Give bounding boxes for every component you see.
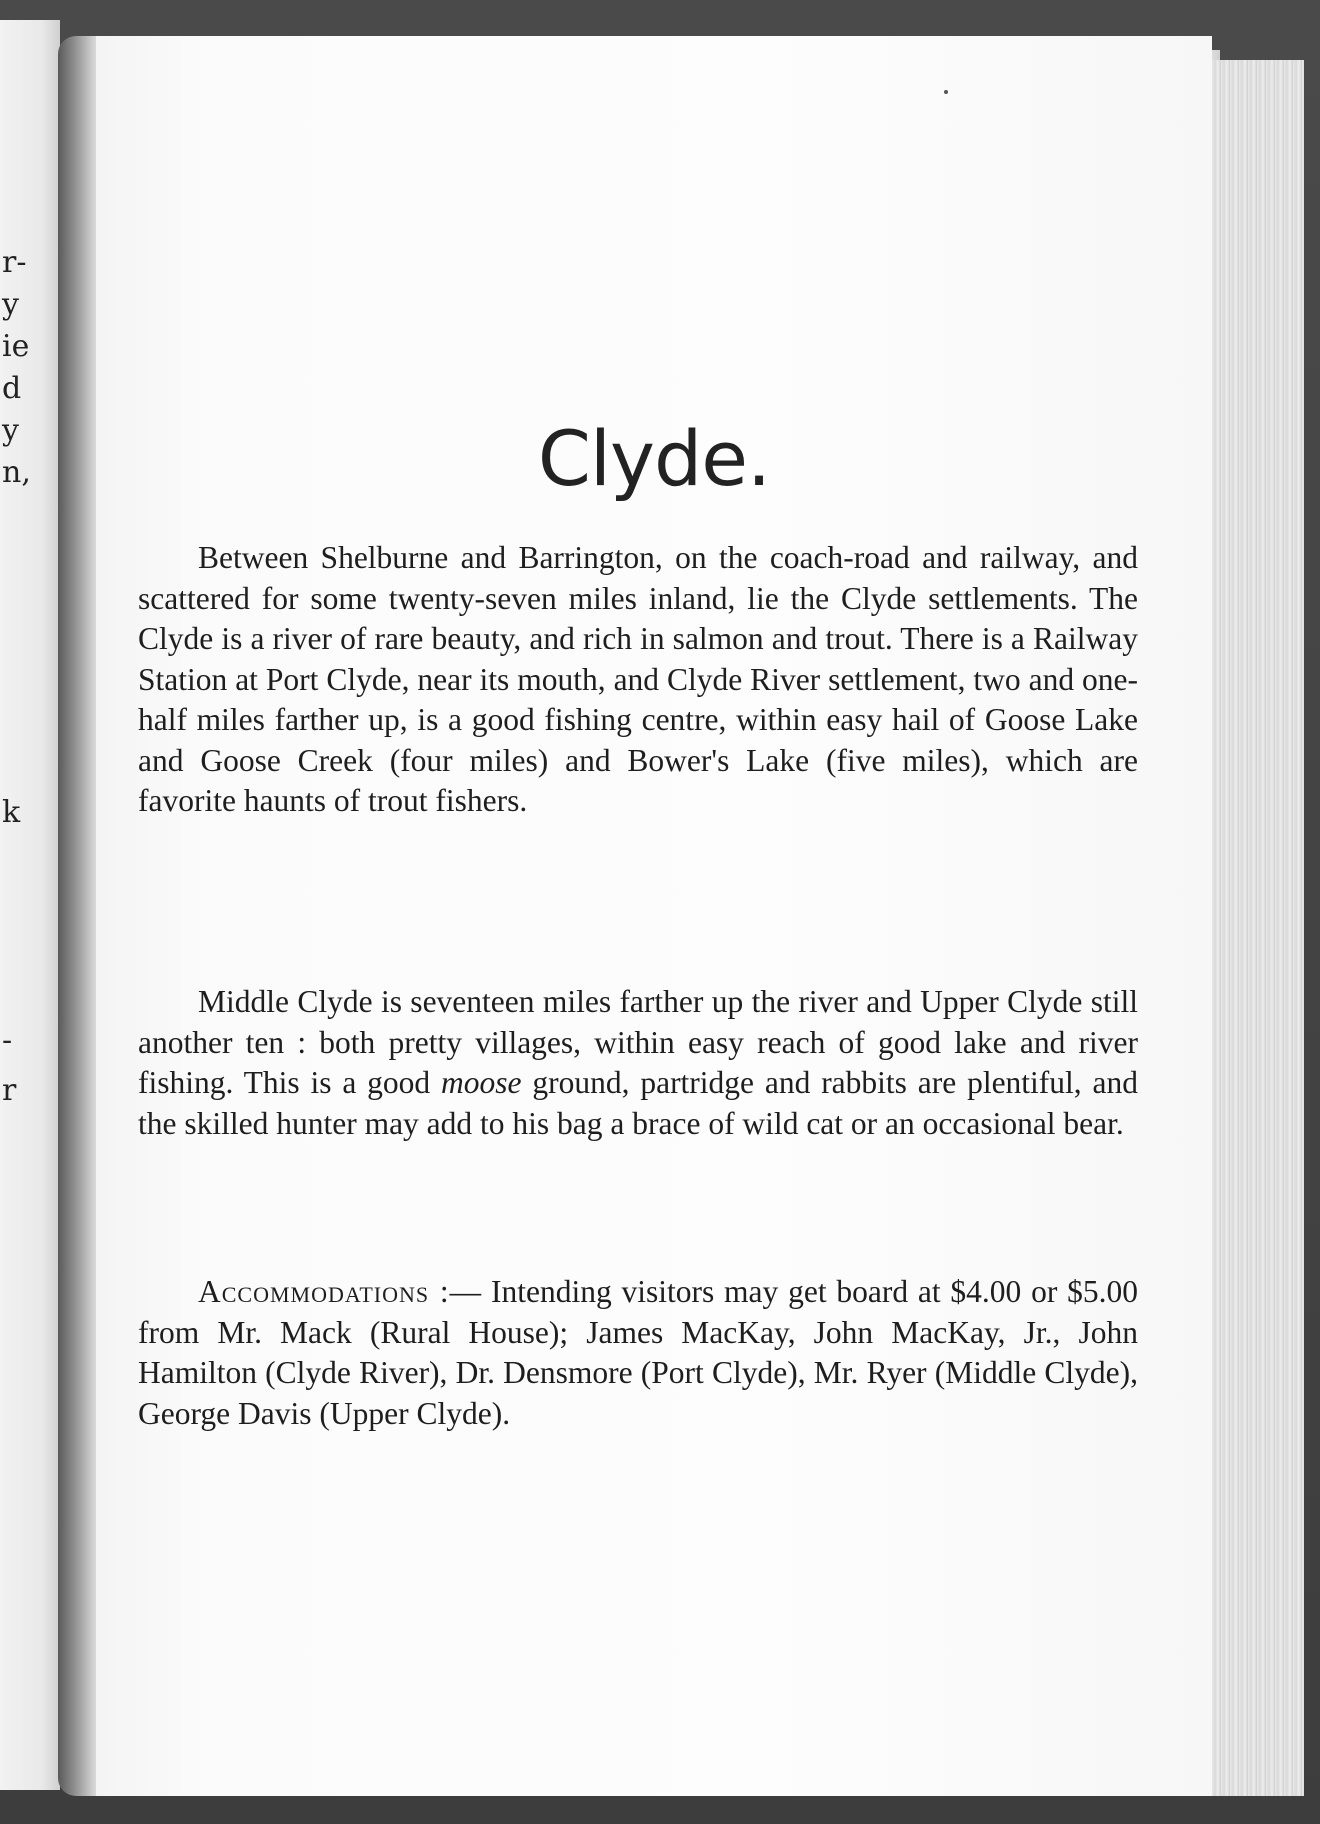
paragraph-text-before: Middle Clyde is seventeen miles farther up the river and Upper Clyde still another ten : both pretty villages, within easy reach of good lake and river fishing. This is a good [138,984,1138,1100]
page-stack-edges [1212,60,1304,1796]
page-title: Clyde. [537,414,771,503]
fragment-line: ie [2,329,30,364]
paragraph-intro [138,538,1138,822]
print-speck [944,90,948,94]
fragment-line: r- [2,245,27,280]
book-page [96,36,1212,1796]
accommodations-text: — Intending visitors may get board at $4.00 or $5.00 from Mr. Mack (Rural House); James MacKay, John MacKay, Jr., John Hamilton (Clyde River), Dr. Densmore (Port Clyde), Mr. Ryer (Middle Clyde), George Davis (Upper Clyde). [138,1274,1139,1431]
fragment-line: n, [2,455,31,490]
italic-word: moose [441,1065,522,1100]
fragment-line: k [2,795,21,830]
fragment-line: d [2,371,22,406]
facing-page-text-fragments [0,20,60,1790]
fragment-line: r [2,1073,17,1108]
paragraph-text-after: ground, partridge and rabbits are plentiful, and the skilled hunter may add to his bag a brace of wild cat or an occasional bear. [138,1065,1138,1141]
fragment-line: y [2,287,19,322]
accommodations-heading: Accommodations : [198,1274,450,1309]
paragraph-accommodations [138,1272,1138,1434]
fragment-line: y [2,413,19,448]
facing-page-edge [0,20,60,1790]
fragment-line: - [2,1023,13,1058]
paragraph-intro-text: Between Shelburne and Barrington, on the coach-road and railway, and scattered for some twenty-seven miles inland, lie the Clyde settlements. The Clyde is a river of rare beauty, and rich in salmon and trout. There is a Railway Station at Port Clyde, near its mouth, and Clyde River settlement, two and one-half miles farther up, is a good fishing centre, within easy hail of Goose Lake and Goose Creek (four miles) and Bower's Lake (five miles), which are favorite haunts of trout fishers. [138,540,1138,818]
paragraph-middle-clyde [138,982,1138,1144]
